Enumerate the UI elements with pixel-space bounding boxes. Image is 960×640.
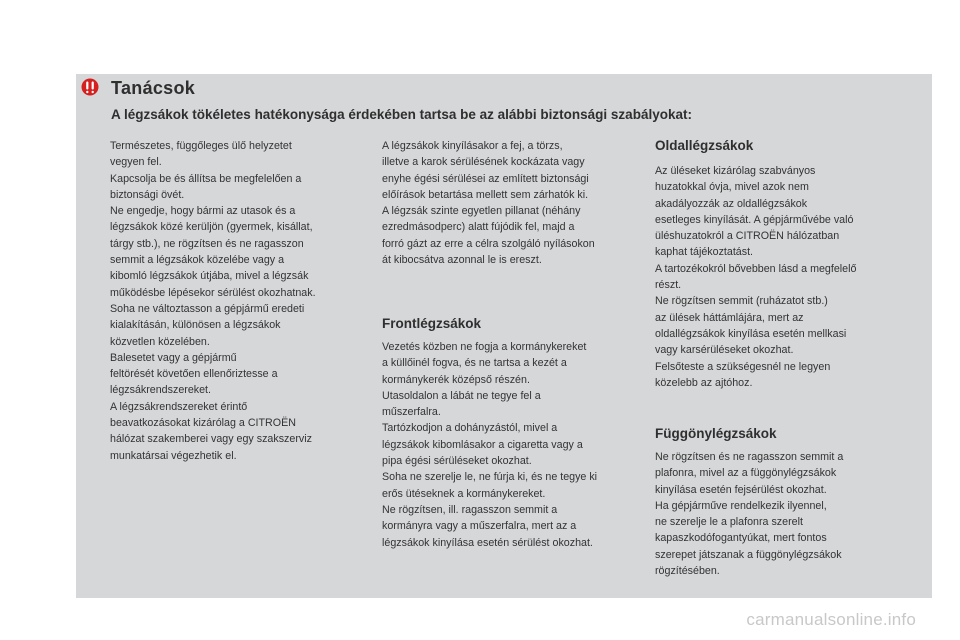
text-line: a küllőinél fogva, és ne tartsa a kezét a [382,357,567,370]
text-line: működésbe lépésekor sérülést okozhatnak. [110,286,316,299]
text-line: Az üléseket kizárólag szabványos [655,165,816,177]
text-line: biztonsági övét. [110,188,185,201]
text-line: közvetlen közelében. [110,335,210,348]
text-line: munkatársai végezhetik el. [110,449,237,462]
text-line: beavatkozásokat kizárólag a CITROËN [110,417,296,430]
text-line: Felsőteste a szükségesnél ne legyen [655,360,831,373]
text-line: Ne rögzítsen és ne ragasszon semmit a [655,451,844,463]
text-line: légzsákrendszereket. [110,384,211,397]
text-line: műszerfalra. [382,406,441,419]
text-line: akadályozzák az oldallégzsákok [655,197,808,210]
warning-icon [81,78,99,96]
text-line: Balesetet vagy a gépjármű [110,351,237,364]
text-line: Ha gépjárműve rendelkezik ilyennel, [655,499,827,512]
text-line: légzsákok kinyílása esetén sérülést okozhat. [382,536,593,549]
text-line: Vezetés közben ne fogja a kormánykereket [382,341,587,353]
text-line: Soha ne szerelje le, ne fúrja ki, és ne tegye ki [382,471,598,484]
side-airbags-text [655,163,856,391]
curtain-airbags-text [655,449,843,579]
airbag-risk-text [382,138,595,268]
text-line: az ülések háttámlájára, mert az [655,311,804,324]
text-line: Ne rögzítsen semmit (ruházatot stb.) [655,295,828,308]
text-line: üléshuzatokról a CITROËN hálózatban [655,230,840,243]
text-line: enyhe égési sérülései az említett biztonsági [382,172,589,185]
text-line: kinyílása esetén fejsérülést okozhat. [655,483,827,496]
watermark: carmanualsonline.info [746,610,916,629]
text-line: kialakításán, különösen a légzsákok [110,319,281,332]
text-line: át kibocsátva azonnal le is ereszt. [382,254,542,267]
text-line: pipa égési sérüléseket okozhat. [382,455,532,468]
text-line: kapaszkodófogantyúkat, mert fontos [655,532,827,545]
text-line: illetve a karok sérülésének kockázata vagy [382,156,585,169]
text-line: plafonra, mivel az a függönylégzsákok [655,467,837,480]
text-line: kibomló légzsákok útjába, mivel a légzsák [110,270,309,283]
text-line: Természetes, függőleges ülő helyzetet [110,140,292,152]
text-line: Ne rögzítsen, ill. ragasszon semmit a [382,503,558,516]
text-line: Utasoldalon a lábát ne tegye fel a [382,389,541,402]
text-line: erős ütéseknek a kormánykereket. [382,487,546,500]
text-line: tárgy stb.), ne rögzítsen és ne ragasszon [110,237,304,250]
text-line: kormányra vagy a műszerfalra, mert az a [382,520,577,533]
general-advice-text [110,138,316,464]
page-subtitle: A légzsákok tökéletes hatékonysága érdekében tartsa be az alábbi biztonsági szabályokat: [111,107,692,122]
text-line: hálózat szakemberei vagy egy szakszerviz [110,433,312,446]
text-line: A légzsákrendszereket érintő [110,400,248,413]
front-airbags-text [382,339,597,551]
text-line: vegyen fel. [110,156,162,169]
text-line: Soha ne változtasson a gépjármű eredeti [110,302,305,315]
curtain-airbags-heading: Függönylégzsákok [655,426,777,441]
text-line: közelebb az ajtóhoz. [655,376,753,389]
text-line: előírások betartása mellett sem zárhatók ki. [382,188,589,201]
page-title: Tanácsok [111,78,196,98]
text-line: szerepet játszanak a függönylégzsákok [655,548,842,561]
text-line: részt. [655,279,682,292]
text-line: huzatokkal óvja, mivel azok nem [655,181,809,194]
text-line: vagy karsérüléseket okozhat. [655,344,794,357]
text-line: esetleges kinyílását. A gépjárművébe való [655,213,854,226]
text-line: légzsákok közé kerüljön (gyermek, kisállat, [110,221,313,234]
text-line: kaphat tájékoztatást. [655,246,754,259]
text-line: oldallégzsákok kinyílása esetén mellkasi [655,327,847,340]
front-airbags-heading: Frontlégzsákok [382,316,482,331]
side-airbags-heading: Oldallégzsákok [655,138,754,153]
text-line: ne szerelje le a plafonra szerelt [655,516,803,529]
text-line: A tartozékokról bővebben lásd a megfelelő [655,262,857,275]
text-line: semmit a légzsákok közelébe vagy a [110,254,285,267]
text-line: kormánykerék középső részén. [382,373,530,386]
text-line: forró gázt az erre a célra szolgáló nyílásokon [382,237,595,250]
text-line: Kapcsolja be és állítsa be megfelelően a [110,172,302,185]
text-line: A légzsák szinte egyetlen pillanat (néhány [382,205,581,218]
text-line: ezredmásodperc) alatt fújódik fel, majd a [382,221,575,234]
text-line: Ne engedje, hogy bármi az utasok és a [110,205,296,218]
text-line: A légzsákok kinyílásakor a fej, a törzs, [382,140,563,152]
text-line: feltörését követően ellenőriztesse a [110,368,278,381]
text-line: rögzítésében. [655,565,720,578]
text-line: Tartózkodjon a dohányzástól, mivel a [382,422,558,435]
text-line: légzsákok kibomlásakor a cigaretta vagy a [382,438,583,451]
